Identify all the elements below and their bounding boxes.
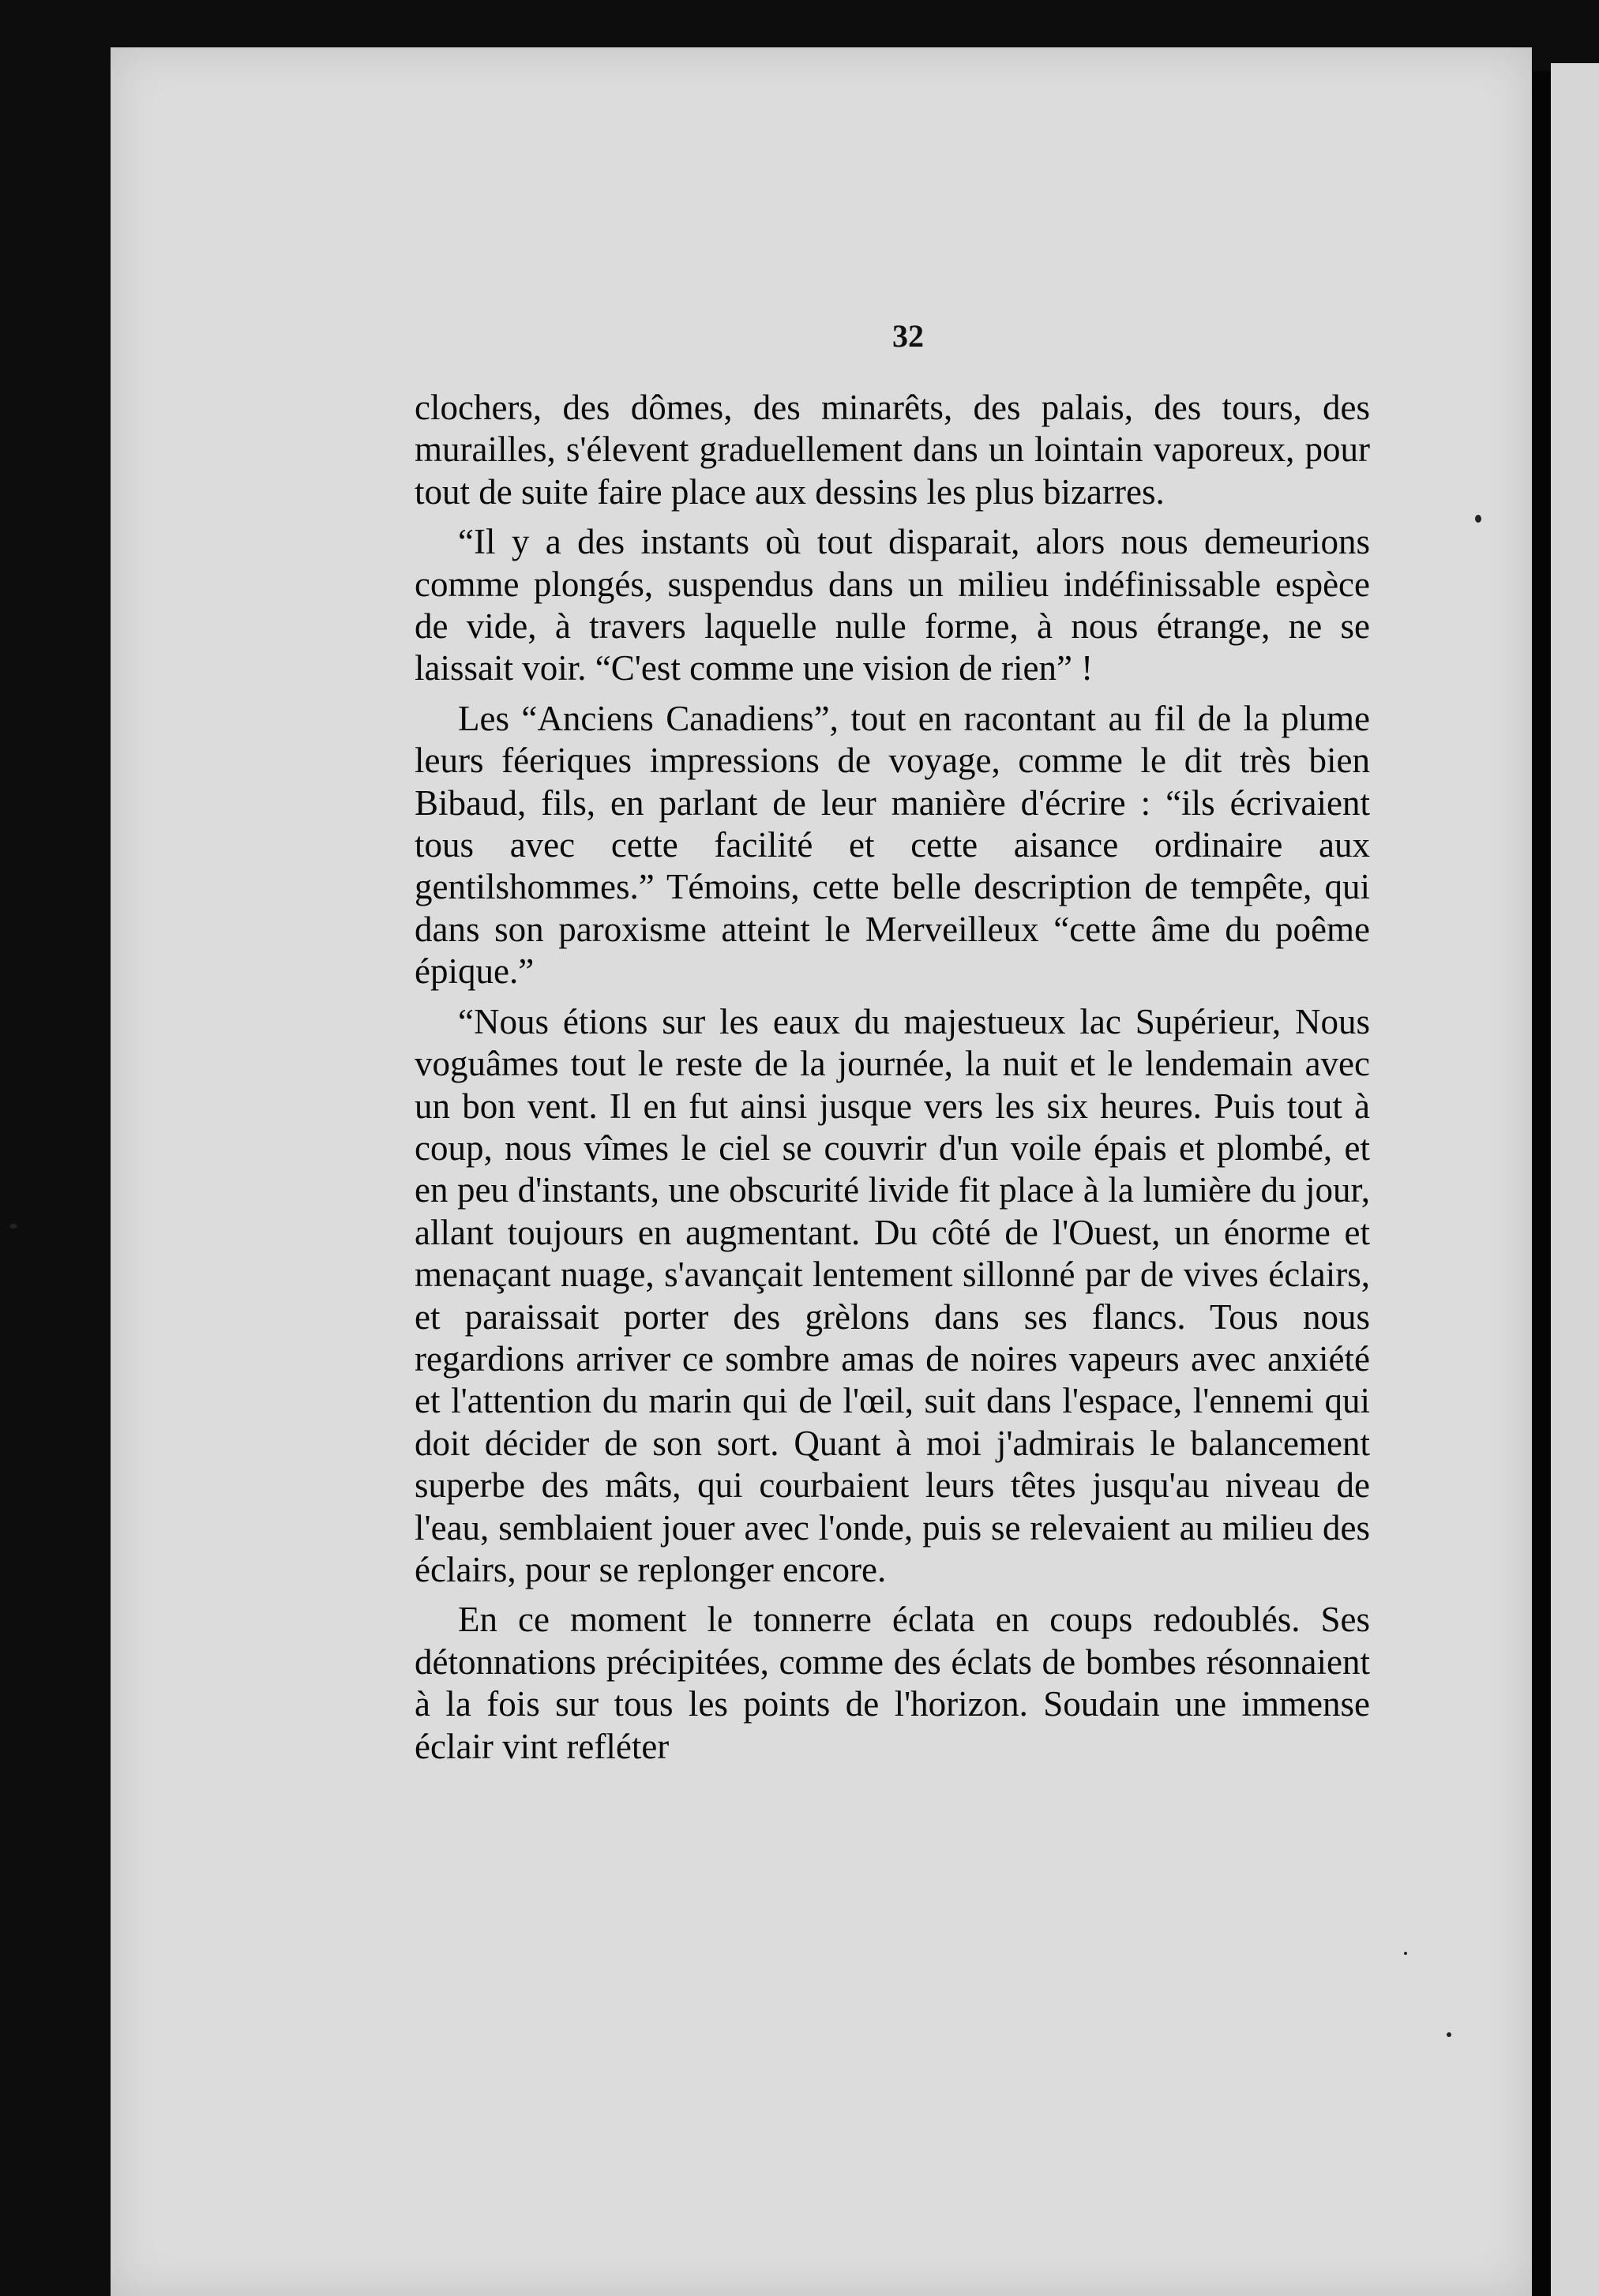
paragraph-5: En ce moment le tonnerre éclata en coups redoublés. Ses détonnations précipitées, comme des éclats de bombes résonnaient à la fois sur tous les points de l'horizon. Soudain une immense éclair vint refléter bbox=[415, 1600, 1370, 1766]
scan-speck bbox=[1404, 1952, 1407, 1955]
paragraph-2: “Il y a des instants où tout disparait, alors nous demeurions comme plongés, suspendus dans un milieu indéfinissable espèce de vide, à travers laquelle nulle forme, à nous étrange, ne se laissait voir. “C'est comme une vision de rien” ! bbox=[415, 522, 1370, 688]
page-number: 32 bbox=[892, 318, 924, 354]
adjacent-page-strip bbox=[1551, 63, 1599, 2296]
scan-speck bbox=[1447, 2032, 1451, 2037]
page-edge-shadow bbox=[1532, 71, 1551, 2296]
body-text bbox=[415, 387, 1370, 1776]
paragraph-1: clochers, des dômes, des minarêts, des palais, des tours, des murailles, s'élevent graduellement dans un lointain vaporeux, pour tout de suite faire place aux dessins les plus bizarres. bbox=[415, 388, 1370, 512]
scan-speck bbox=[9, 1224, 17, 1229]
scan-speck bbox=[1475, 515, 1481, 523]
paragraph-3: Les “Anciens Canadiens”, tout en racontant au fil de la plume leurs féeriques impressions de voyage, comme le dit très bien Bibaud, fils, en parlant de leur manière d'écrire : “ils écrivaient tous avec cette facilité et cette aisance ordinaire aux gentilshommes.” Témoins, cette belle description de tempête, qui dans son paroxisme atteint le Merveilleux “cette âme du poême épique.” bbox=[415, 698, 1370, 992]
paragraph-4: “Nous étions sur les eaux du majestueux lac Supérieur, Nous voguâmes tout le reste de la journée, la nuit et le lendemain avec un bon vent. Il en fut ainsi jusque vers les six heures. Puis tout à coup, nous vîmes le ciel se couvrir d'un voile épais et plombé, et en peu d'instants, une obscurité livide fit place à la lumière du jour, allant toujours en augmentant. Du côté de l'Ouest, un énorme et menaçant nuage, s'avançait lentement sillonné par de vives éclairs, et paraissait porter des grèlons dans ses flancs. Tous nous regardions arriver ce sombre amas de noires vapeurs avec anxiété et l'attention du marin qui de l'œil, suit dans l'espace, l'ennemi qui doit décider de son sort. Quant à moi j'admirais le balancement superbe des mâts, qui courbaient leurs têtes jusqu'au niveau de l'eau, semblaient jouer avec l'onde, puis se relevaient au milieu des éclairs, pour se replonger encore. bbox=[415, 1001, 1370, 1589]
